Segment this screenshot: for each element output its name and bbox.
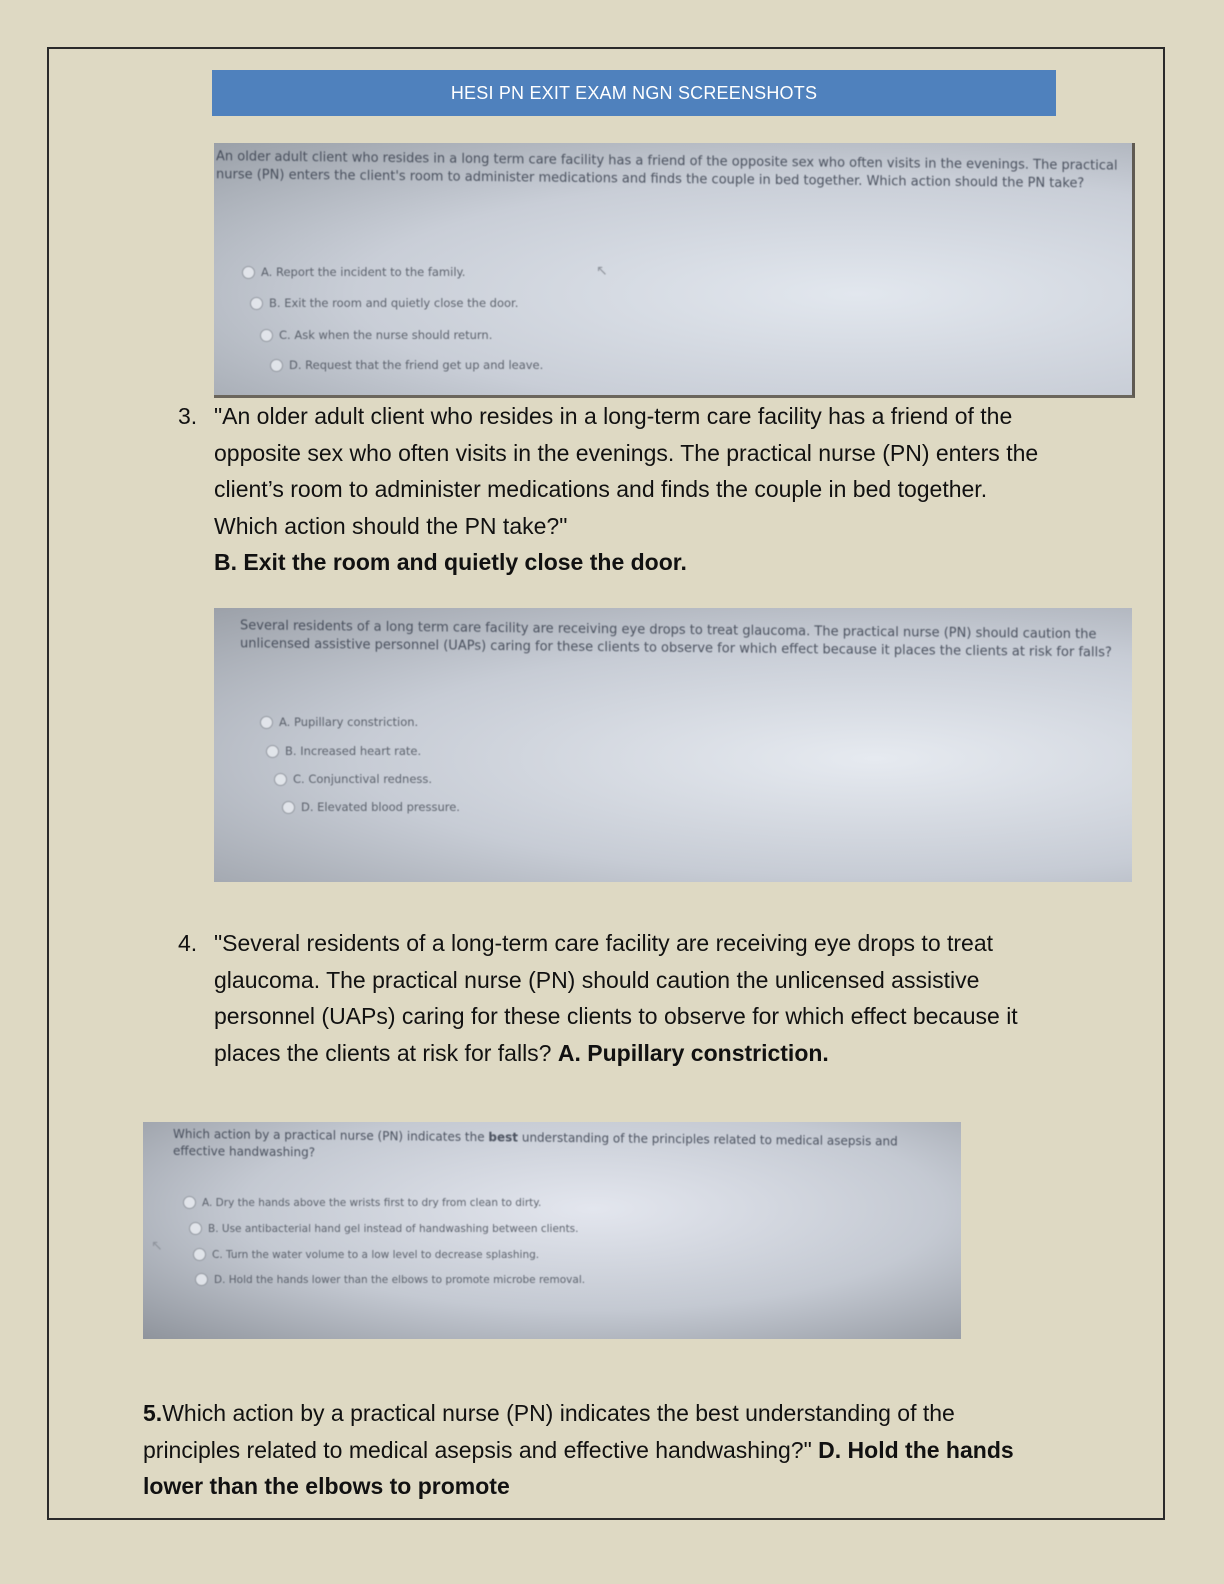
header-title: HESI PN EXIT EXAM NGN SCREENSHOTS: [450, 82, 818, 103]
radio-icon: [183, 1196, 196, 1209]
radio-icon: [260, 329, 273, 342]
option-b: B. Exit the room and quietly close the door.: [250, 296, 518, 310]
question-3-number: 3.: [178, 403, 198, 429]
question-screenshot-1: [214, 143, 1135, 398]
option-d: D. Elevated blood pressure.: [282, 800, 460, 814]
option-d: D. Request that the friend get up and leave.: [270, 358, 543, 372]
radio-icon: [242, 266, 255, 279]
cursor-icon: ↖: [596, 263, 608, 279]
radio-icon: [189, 1222, 202, 1235]
question-4: [178, 925, 1054, 1071]
radio-icon: [274, 773, 287, 786]
question-3: [178, 398, 1054, 581]
question-screenshot-2: [214, 608, 1132, 882]
question-screenshot-3: [143, 1122, 961, 1339]
option-a: A. Pupillary constriction.: [260, 715, 418, 729]
screenshot-question-text: Which action by a practical nurse (PN) indicates the best understanding of the principles related to medical asepsis and effective handwashing?: [173, 1126, 898, 1160]
question-4-answer: A. Pupillary constriction.: [557, 1039, 829, 1066]
radio-icon: [270, 359, 283, 372]
question-5-answer: D. Hold the hands lower than the elbows to promote: [143, 1436, 1014, 1500]
option-b: B. Use antibacterial hand gel instead of handwashing between clients.: [189, 1222, 579, 1235]
question-5-number: 5.: [143, 1400, 163, 1426]
option-c: C. Conjunctival redness.: [274, 772, 432, 786]
option-a: A. Dry the hands above the wrists first to dry from clean to dirty.: [183, 1196, 541, 1209]
radio-icon: [282, 801, 295, 814]
radio-icon: [250, 297, 263, 310]
question-3-answer: B. Exit the room and quietly close the door.: [214, 549, 687, 576]
question-5: [143, 1395, 1043, 1505]
option-b: B. Increased heart rate.: [266, 744, 421, 758]
question-4-number: 4.: [178, 930, 198, 956]
option-c: C. Turn the water volume to a low level to decrease splashing.: [193, 1248, 539, 1261]
cursor-icon: ↖: [151, 1238, 163, 1254]
question-5-text: Which action by a practical nurse (PN) indicates the best understanding of the principles related to medical asepsis and effective handwashing?": [143, 1400, 955, 1463]
option-a: A. Report the incident to the family.: [242, 265, 465, 279]
page-header: [212, 70, 1056, 116]
screenshot-question-text: Several residents of a long term care facility are receiving eye drops to treat glaucoma. The practical nurse (PN) should caution the unlicensed assistive personnel (UAPs) caring for these clients to observe for which effect because it places the clients at risk for falls?: [240, 618, 1112, 661]
option-d: D. Hold the hands lower than the elbows to promote microbe removal.: [195, 1273, 585, 1286]
question-3-text: "An older adult client who resides in a long-term care facility has a friend of the opposite sex who often visits in the evenings. The practical nurse (PN) enters the client’s room to administer medications and finds the couple in bed together. Which action should the PN take?": [214, 403, 1039, 539]
screenshot-question-text: An older adult client who resides in a long term care facility has a friend of the opposite sex who often visits in the evenings. The practical nurse (PN) enters the client's room to administer medications and finds the couple in bed together. Which action should the PN take?: [216, 149, 1118, 192]
radio-icon: [266, 745, 279, 758]
radio-icon: [195, 1273, 208, 1286]
question-4-text: "Several residents of a long-term care facility are receiving eye drops to treat glaucoma. The practical nurse (PN) should caution the unlicensed assistive personnel (UAPs) caring for these clients to observe for which effect because it places the clients at risk for falls?: [214, 930, 1018, 1066]
option-c: C. Ask when the nurse should return.: [260, 328, 492, 342]
radio-icon: [193, 1248, 206, 1261]
radio-icon: [260, 716, 273, 729]
